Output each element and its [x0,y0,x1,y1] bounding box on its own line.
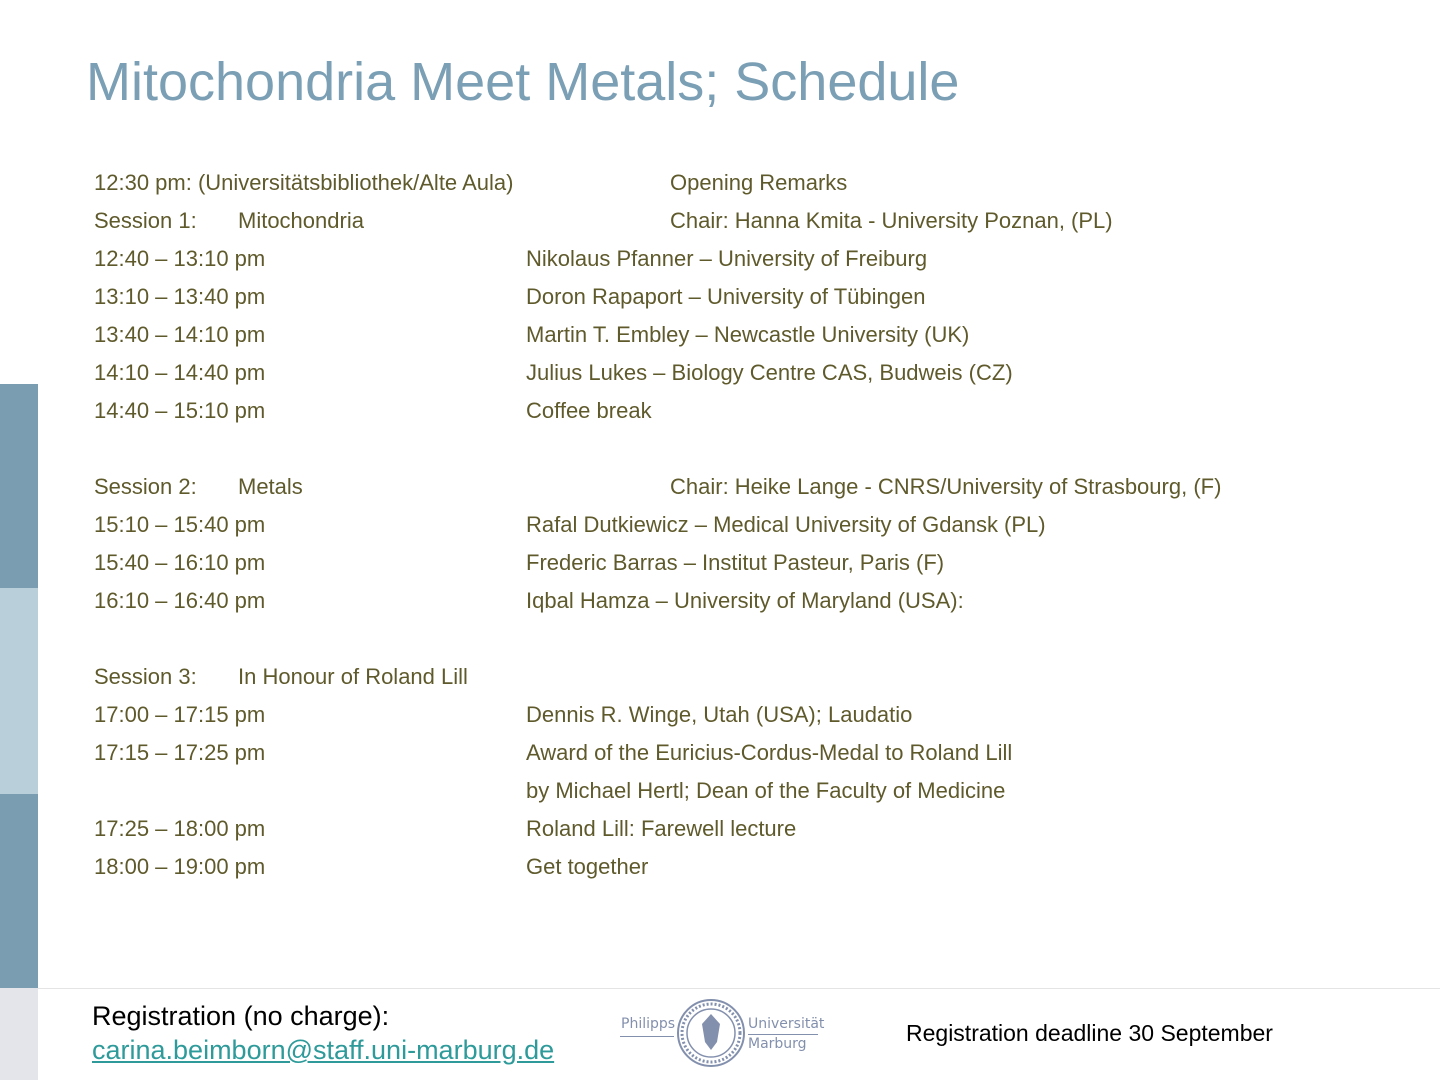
schedule-row [94,316,1394,354]
schedule-time: 17:15 – 17:25 pm [94,740,266,765]
logo-rule-left [620,1036,674,1037]
speaker-entry: Julius Lukes – Biology Centre CAS, Budweis (CZ) [526,360,1013,385]
schedule-row [94,696,1394,734]
schedule-time: 12:40 – 13:10 pm [94,246,266,271]
speaker-entry: Dennis R. Winge, Utah (USA); Laudatio [526,702,913,727]
speaker-entry: Get together [526,854,649,879]
speaker-entry: Iqbal Hamza – University of Maryland (USA): [526,588,964,613]
speaker-entry: Roland Lill: Farewell lecture [526,816,797,841]
logo-word-philipps: Philipps [621,1016,676,1032]
schedule-row [94,468,1394,506]
session-topic: Mitochondria [238,208,364,233]
schedule-row [94,278,1394,316]
schedule-time: Session 1: [94,208,197,233]
schedule-row [94,354,1394,392]
sidebar-accent-gray [0,988,38,1080]
schedule-row [94,240,1394,278]
schedule-row [94,810,1394,848]
schedule-time: 18:00 – 19:00 pm [94,854,266,879]
chair-entry: Chair: Heike Lange - CNRS/University of Strasbourg, (F) [670,474,1222,499]
speaker-entry: Doron Rapaport – University of Tübingen [526,284,926,309]
speaker-entry: Award of the Euricius-Cordus-Medal to Roland Lill [526,740,1013,765]
sidebar-accent-light [0,588,38,794]
schedule-row [94,202,1394,240]
session-topic: In Honour of Roland Lill [238,664,468,689]
page-title: Mitochondria Meet Metals; Schedule [86,52,960,112]
schedule-time: 14:40 – 15:10 pm [94,398,266,423]
schedule-time: 13:40 – 14:10 pm [94,322,266,347]
schedule-spacer [94,430,1394,468]
speaker-entry: Frederic Barras – Institut Pasteur, Paris (F) [526,550,945,575]
schedule-time: Session 3: [94,664,197,689]
footer-divider [38,988,1440,989]
session-topic: Metals [238,474,303,499]
schedule-row [94,506,1394,544]
schedule-row [94,848,1394,886]
registration-email-link[interactable]: carina.beimborn@staff.uni-marburg.de [92,1035,555,1065]
logo-word-universitat: Universität [748,1016,825,1032]
sidebar-accent-dark-bottom [0,794,38,988]
chair-entry: Chair: Hanna Kmita - University Poznan, (PL) [670,208,1113,233]
schedule-spacer [94,620,1394,658]
schedule-row [94,582,1394,620]
university-seal-icon [676,998,746,1068]
schedule-time: 13:10 – 13:40 pm [94,284,266,309]
registration-label: Registration (no charge): [92,1001,390,1031]
schedule-table [94,164,1394,886]
schedule-time: 17:25 – 18:00 pm [94,816,266,841]
schedule-row [94,772,1394,810]
schedule-time: 12:30 pm: (Universitätsbibliothek/Alte Aula) [94,170,514,195]
sidebar-accent-dark-top [0,384,38,588]
logo-rule-right [748,1034,818,1035]
schedule-row [94,544,1394,582]
logo-word-marburg: Marburg [748,1036,807,1052]
schedule-time: 14:10 – 14:40 pm [94,360,266,385]
schedule-time: Session 2: [94,474,197,499]
registration-deadline: Registration deadline 30 September [906,1020,1273,1046]
schedule-row [94,734,1394,772]
speaker-entry: Nikolaus Pfanner – University of Freiburg [526,246,928,271]
schedule-time: 16:10 – 16:40 pm [94,588,266,613]
chair-entry: Opening Remarks [670,170,848,195]
schedule-time: 15:40 – 16:10 pm [94,550,266,575]
speaker-entry: Rafal Dutkiewicz – Medical University of Gdansk (PL) [526,512,1046,537]
schedule-row [94,392,1394,430]
schedule-row [94,164,1394,202]
schedule-row [94,658,1394,696]
speaker-entry: Martin T. Embley – Newcastle University (UK) [526,322,970,347]
speaker-entry: by Michael Hertl; Dean of the Faculty of Medicine [526,778,1006,803]
schedule-time: 15:10 – 15:40 pm [94,512,266,537]
university-logo [618,996,828,1072]
speaker-entry: Coffee break [526,398,652,423]
schedule-time: 17:00 – 17:15 pm [94,702,266,727]
